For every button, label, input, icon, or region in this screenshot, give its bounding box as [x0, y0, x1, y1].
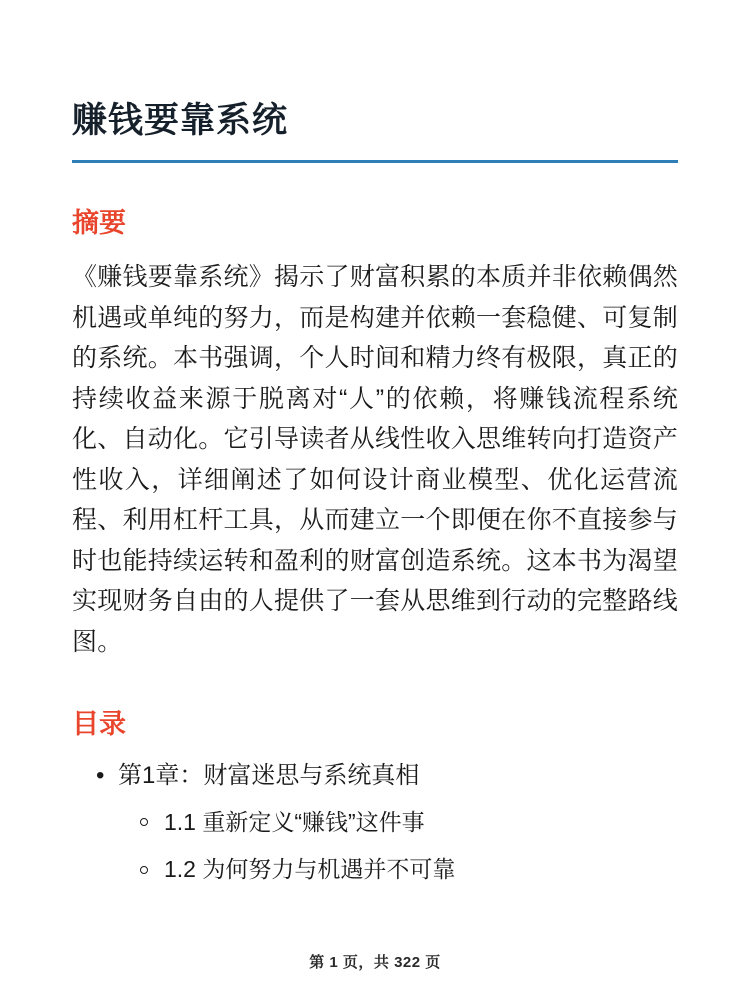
toc-list [72, 759, 678, 886]
abstract-body: 《赚钱要靠系统》揭示了财富积累的本质并非依赖偶然机遇或单纯的努力，而是构建并依赖一套稳健、可复制的系统。本书强调，个人时间和精力终有极限，真正的持续收益来源于脱离对“人”的依赖，将赚钱流程系统化、自动化。它引导读者从线性收入思维转向打造资产性收入，详细阐述了如何设计商业模型、优化运营流程、利用杠杆工具，从而建立一个即便在你不直接参与时也能持续运转和盈利的财富创造系统。这本书为渴望实现财务自由的人提供了一套从思维到行动的完整路线图。 [72, 263, 678, 656]
bullet-circle-icon [140, 866, 148, 874]
toc-chapter-item[interactable] [72, 759, 678, 886]
bullet-circle-icon [140, 818, 148, 826]
toc-section-label: 1.2 为何努力与机遇并不可靠 [164, 855, 456, 882]
toc-heading: 目录 [72, 709, 126, 740]
toc-section-item[interactable] [118, 806, 678, 839]
toc-section-label: 1.1 重新定义“赚钱”这件事 [164, 808, 425, 835]
abstract-heading: 摘要 [72, 208, 126, 238]
page-title: 赚钱要靠系统 [72, 101, 289, 140]
page-footer: 第 1 页，共 322 页 [309, 954, 441, 971]
toc-chapter-label: 第1章：财富迷思与系统真相 [118, 761, 420, 789]
bullet-disc-icon: • [96, 761, 105, 789]
toc-sublist [118, 806, 678, 887]
toc-section-item[interactable] [118, 853, 678, 886]
title-divider [72, 160, 678, 163]
